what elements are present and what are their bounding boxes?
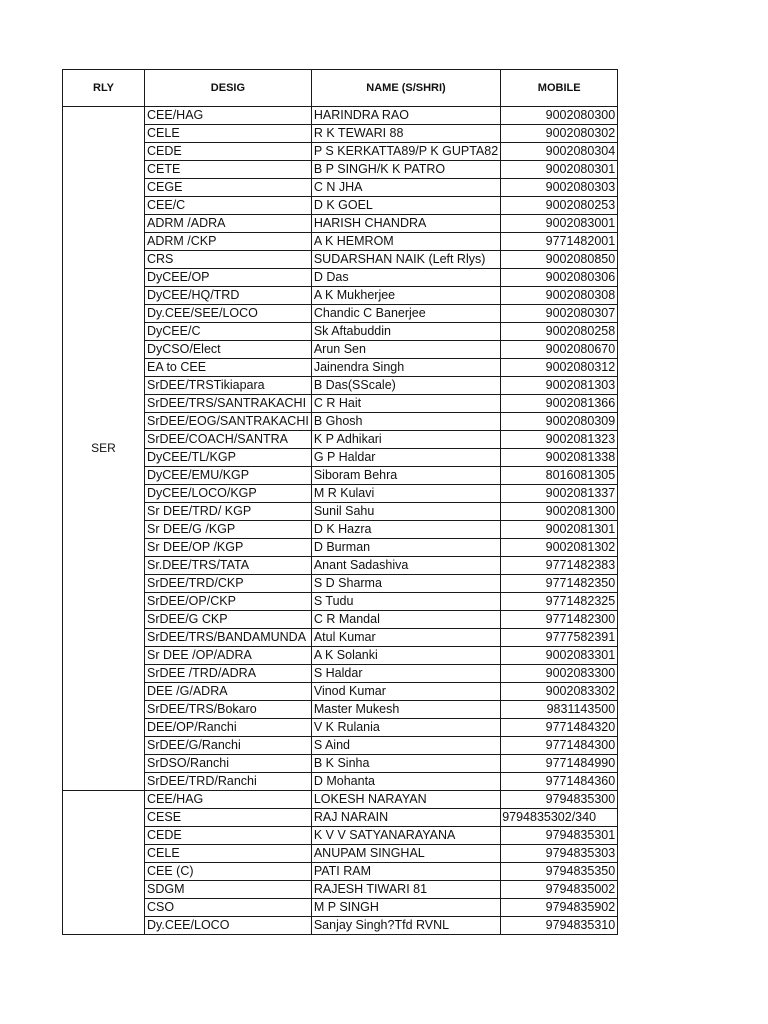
name-cell: Arun Sen	[311, 341, 500, 359]
desig-cell: ADRM /CKP	[145, 233, 312, 251]
desig-cell: DyCEE/TL/KGP	[145, 449, 312, 467]
name-cell: A K HEMROM	[311, 233, 500, 251]
name-cell: K P Adhikari	[311, 431, 500, 449]
mobile-cell: 9771482001	[501, 233, 618, 251]
name-cell: HARINDRA RAO	[311, 107, 500, 125]
table-row	[63, 107, 618, 125]
name-cell: D K Hazra	[311, 521, 500, 539]
desig-cell: SrDEE/TRS/BANDAMUNDA	[145, 629, 312, 647]
name-cell: B K Sinha	[311, 755, 500, 773]
mobile-cell: 9794835303	[501, 845, 618, 863]
mobile-cell: 9002080258	[501, 323, 618, 341]
name-cell: B Das(SScale)	[311, 377, 500, 395]
mobile-cell: 8016081305	[501, 467, 618, 485]
name-cell: Siboram Behra	[311, 467, 500, 485]
table-row	[63, 521, 618, 539]
table-row	[63, 449, 618, 467]
table-row	[63, 287, 618, 305]
header-rly: RLY	[63, 70, 145, 107]
table-row	[63, 881, 618, 899]
rly-cell	[63, 791, 145, 935]
desig-cell: SrDEE/TRSTikiapara	[145, 377, 312, 395]
table-row	[63, 377, 618, 395]
contact-table	[62, 69, 618, 935]
desig-cell: SrDEE/EOG/SANTRAKACHI	[145, 413, 312, 431]
name-cell: A K Mukherjee	[311, 287, 500, 305]
mobile-cell: 9002083301	[501, 647, 618, 665]
name-cell: B P SINGH/K K PATRO	[311, 161, 500, 179]
header-mobile: MOBILE	[501, 70, 618, 107]
mobile-cell: 9771484320	[501, 719, 618, 737]
header-row	[63, 70, 618, 107]
name-cell: RAJESH TIWARI 81	[311, 881, 500, 899]
mobile-cell: 9002080302	[501, 125, 618, 143]
table-row	[63, 683, 618, 701]
desig-cell: SrDEE/G CKP	[145, 611, 312, 629]
table-row	[63, 611, 618, 629]
mobile-cell: 9771482300	[501, 611, 618, 629]
table-row	[63, 467, 618, 485]
desig-cell: CEE/C	[145, 197, 312, 215]
mobile-cell: 9771482350	[501, 575, 618, 593]
name-cell: S D Sharma	[311, 575, 500, 593]
table-row	[63, 359, 618, 377]
mobile-cell: 9002080306	[501, 269, 618, 287]
name-cell: S Haldar	[311, 665, 500, 683]
mobile-cell: 9002081337	[501, 485, 618, 503]
mobile-cell: 9771484990	[501, 755, 618, 773]
table-row	[63, 557, 618, 575]
name-cell: HARISH CHANDRA	[311, 215, 500, 233]
mobile-cell: 9771482383	[501, 557, 618, 575]
mobile-cell: 9002080850	[501, 251, 618, 269]
desig-cell: SrDEE/OP/CKP	[145, 593, 312, 611]
mobile-cell: 9002080253	[501, 197, 618, 215]
table-row	[63, 629, 618, 647]
table-row	[63, 665, 618, 683]
name-cell: Anant Sadashiva	[311, 557, 500, 575]
desig-cell: SrDEE/TRD/CKP	[145, 575, 312, 593]
desig-cell: SrDEE/TRS/SANTRAKACHI	[145, 395, 312, 413]
mobile-cell: 9771482325	[501, 593, 618, 611]
desig-cell: Sr DEE/G /KGP	[145, 521, 312, 539]
desig-cell: Dy.CEE/SEE/LOCO	[145, 305, 312, 323]
desig-cell: CEGE	[145, 179, 312, 197]
mobile-cell: 9002081323	[501, 431, 618, 449]
table-row	[63, 647, 618, 665]
name-cell: M R Kulavi	[311, 485, 500, 503]
desig-cell: CEDE	[145, 827, 312, 845]
table-row	[63, 431, 618, 449]
mobile-cell: 9002083302	[501, 683, 618, 701]
desig-cell: DyCEE/LOCO/KGP	[145, 485, 312, 503]
mobile-cell: 9002081301	[501, 521, 618, 539]
table-row	[63, 899, 618, 917]
mobile-cell: 9777582391	[501, 629, 618, 647]
name-cell: Chandic C Banerjee	[311, 305, 500, 323]
desig-cell: DEE /G/ADRA	[145, 683, 312, 701]
desig-cell: SrDEE/COACH/SANTRA	[145, 431, 312, 449]
table-row	[63, 269, 618, 287]
table-row	[63, 827, 618, 845]
mobile-cell: 9771484360	[501, 773, 618, 791]
table-row	[63, 539, 618, 557]
desig-cell: Sr DEE /OP/ADRA	[145, 647, 312, 665]
table-row	[63, 755, 618, 773]
table-row	[63, 413, 618, 431]
table-row	[63, 143, 618, 161]
table-row	[63, 305, 618, 323]
name-cell: V K Rulania	[311, 719, 500, 737]
table-row	[63, 845, 618, 863]
name-cell: C N JHA	[311, 179, 500, 197]
mobile-cell: 9002081302	[501, 539, 618, 557]
table-row	[63, 917, 618, 935]
mobile-cell: 9794835350	[501, 863, 618, 881]
desig-cell: CSO	[145, 899, 312, 917]
name-cell: G P Haldar	[311, 449, 500, 467]
mobile-cell: 9002080670	[501, 341, 618, 359]
mobile-cell: 9794835302/340	[501, 809, 618, 827]
table-row	[63, 809, 618, 827]
desig-cell: Sr DEE/OP /KGP	[145, 539, 312, 557]
mobile-cell: 9002083300	[501, 665, 618, 683]
desig-cell: CEE/HAG	[145, 107, 312, 125]
table-body	[63, 107, 618, 935]
mobile-cell: 9771484300	[501, 737, 618, 755]
desig-cell: CELE	[145, 125, 312, 143]
table-row	[63, 395, 618, 413]
table-row	[63, 161, 618, 179]
name-cell: S Tudu	[311, 593, 500, 611]
desig-cell: CETE	[145, 161, 312, 179]
name-cell: SUDARSHAN NAIK (Left Rlys)	[311, 251, 500, 269]
desig-cell: Sr DEE/TRD/ KGP	[145, 503, 312, 521]
name-cell: D Das	[311, 269, 500, 287]
desig-cell: CEDE	[145, 143, 312, 161]
rly-cell: SER	[63, 107, 145, 791]
desig-cell: CESE	[145, 809, 312, 827]
desig-cell: EA to CEE	[145, 359, 312, 377]
mobile-cell: 9002080308	[501, 287, 618, 305]
name-cell: B Ghosh	[311, 413, 500, 431]
desig-cell: DEE/OP/Ranchi	[145, 719, 312, 737]
table-row	[63, 197, 618, 215]
table-row	[63, 863, 618, 881]
header-desig: DESIG	[145, 70, 312, 107]
desig-cell: CEE (C)	[145, 863, 312, 881]
mobile-cell: 9002081338	[501, 449, 618, 467]
mobile-cell: 9002080307	[501, 305, 618, 323]
table-row	[63, 575, 618, 593]
desig-cell: SrDEE/G/Ranchi	[145, 737, 312, 755]
mobile-cell: 9002081303	[501, 377, 618, 395]
desig-cell: CEE/HAG	[145, 791, 312, 809]
mobile-cell: 9002080303	[501, 179, 618, 197]
name-cell: S Aind	[311, 737, 500, 755]
mobile-cell: 9002080304	[501, 143, 618, 161]
name-cell: C R Hait	[311, 395, 500, 413]
desig-cell: Sr.DEE/TRS/TATA	[145, 557, 312, 575]
name-cell: M P SINGH	[311, 899, 500, 917]
name-cell: PATI RAM	[311, 863, 500, 881]
desig-cell: CRS	[145, 251, 312, 269]
table-row	[63, 773, 618, 791]
mobile-cell: 9794835902	[501, 899, 618, 917]
table-row	[63, 323, 618, 341]
name-cell: K V V SATYANARAYANA	[311, 827, 500, 845]
mobile-cell: 9002080309	[501, 413, 618, 431]
name-cell: Vinod Kumar	[311, 683, 500, 701]
name-cell: Sk Aftabuddin	[311, 323, 500, 341]
name-cell: Sunil Sahu	[311, 503, 500, 521]
mobile-cell: 9794835002	[501, 881, 618, 899]
name-cell: A K Solanki	[311, 647, 500, 665]
desig-cell: DyCEE/C	[145, 323, 312, 341]
name-cell: R K TEWARI 88	[311, 125, 500, 143]
name-cell: LOKESH NARAYAN	[311, 791, 500, 809]
table-row	[63, 719, 618, 737]
table-row	[63, 341, 618, 359]
desig-cell: ADRM /ADRA	[145, 215, 312, 233]
name-cell: D Burman	[311, 539, 500, 557]
desig-cell: SrDEE/TRS/Bokaro	[145, 701, 312, 719]
mobile-cell: 9002080301	[501, 161, 618, 179]
desig-cell: SrDEE /TRD/ADRA	[145, 665, 312, 683]
name-cell: C R Mandal	[311, 611, 500, 629]
desig-cell: CELE	[145, 845, 312, 863]
table-row	[63, 503, 618, 521]
desig-cell: DyCSO/Elect	[145, 341, 312, 359]
desig-cell: DyCEE/HQ/TRD	[145, 287, 312, 305]
table-row	[63, 791, 618, 809]
mobile-cell: 9002083001	[501, 215, 618, 233]
table-row	[63, 125, 618, 143]
name-cell: RAJ NARAIN	[311, 809, 500, 827]
name-cell: Atul Kumar	[311, 629, 500, 647]
table-row	[63, 215, 618, 233]
mobile-cell: 9794835300	[501, 791, 618, 809]
table-row	[63, 251, 618, 269]
mobile-cell: 9002081366	[501, 395, 618, 413]
desig-cell: SDGM	[145, 881, 312, 899]
desig-cell: DyCEE/OP	[145, 269, 312, 287]
name-cell: D Mohanta	[311, 773, 500, 791]
desig-cell: DyCEE/EMU/KGP	[145, 467, 312, 485]
table-row	[63, 737, 618, 755]
mobile-cell: 9794835301	[501, 827, 618, 845]
name-cell: Master Mukesh	[311, 701, 500, 719]
mobile-cell: 9002080312	[501, 359, 618, 377]
table-row	[63, 179, 618, 197]
header-name: NAME (S/SHRI)	[311, 70, 500, 107]
table-row	[63, 485, 618, 503]
desig-cell: SrDSO/Ranchi	[145, 755, 312, 773]
mobile-cell: 9002080300	[501, 107, 618, 125]
mobile-cell: 9831143500	[501, 701, 618, 719]
table-row	[63, 701, 618, 719]
name-cell: D K GOEL	[311, 197, 500, 215]
desig-cell: SrDEE/TRD/Ranchi	[145, 773, 312, 791]
desig-cell: Dy.CEE/LOCO	[145, 917, 312, 935]
name-cell: ANUPAM SINGHAL	[311, 845, 500, 863]
name-cell: P S KERKATTA89/P K GUPTA82	[311, 143, 500, 161]
mobile-cell: 9002081300	[501, 503, 618, 521]
name-cell: Jainendra Singh	[311, 359, 500, 377]
table-row	[63, 233, 618, 251]
table-row	[63, 593, 618, 611]
mobile-cell: 9794835310	[501, 917, 618, 935]
name-cell: Sanjay Singh?Tfd RVNL	[311, 917, 500, 935]
